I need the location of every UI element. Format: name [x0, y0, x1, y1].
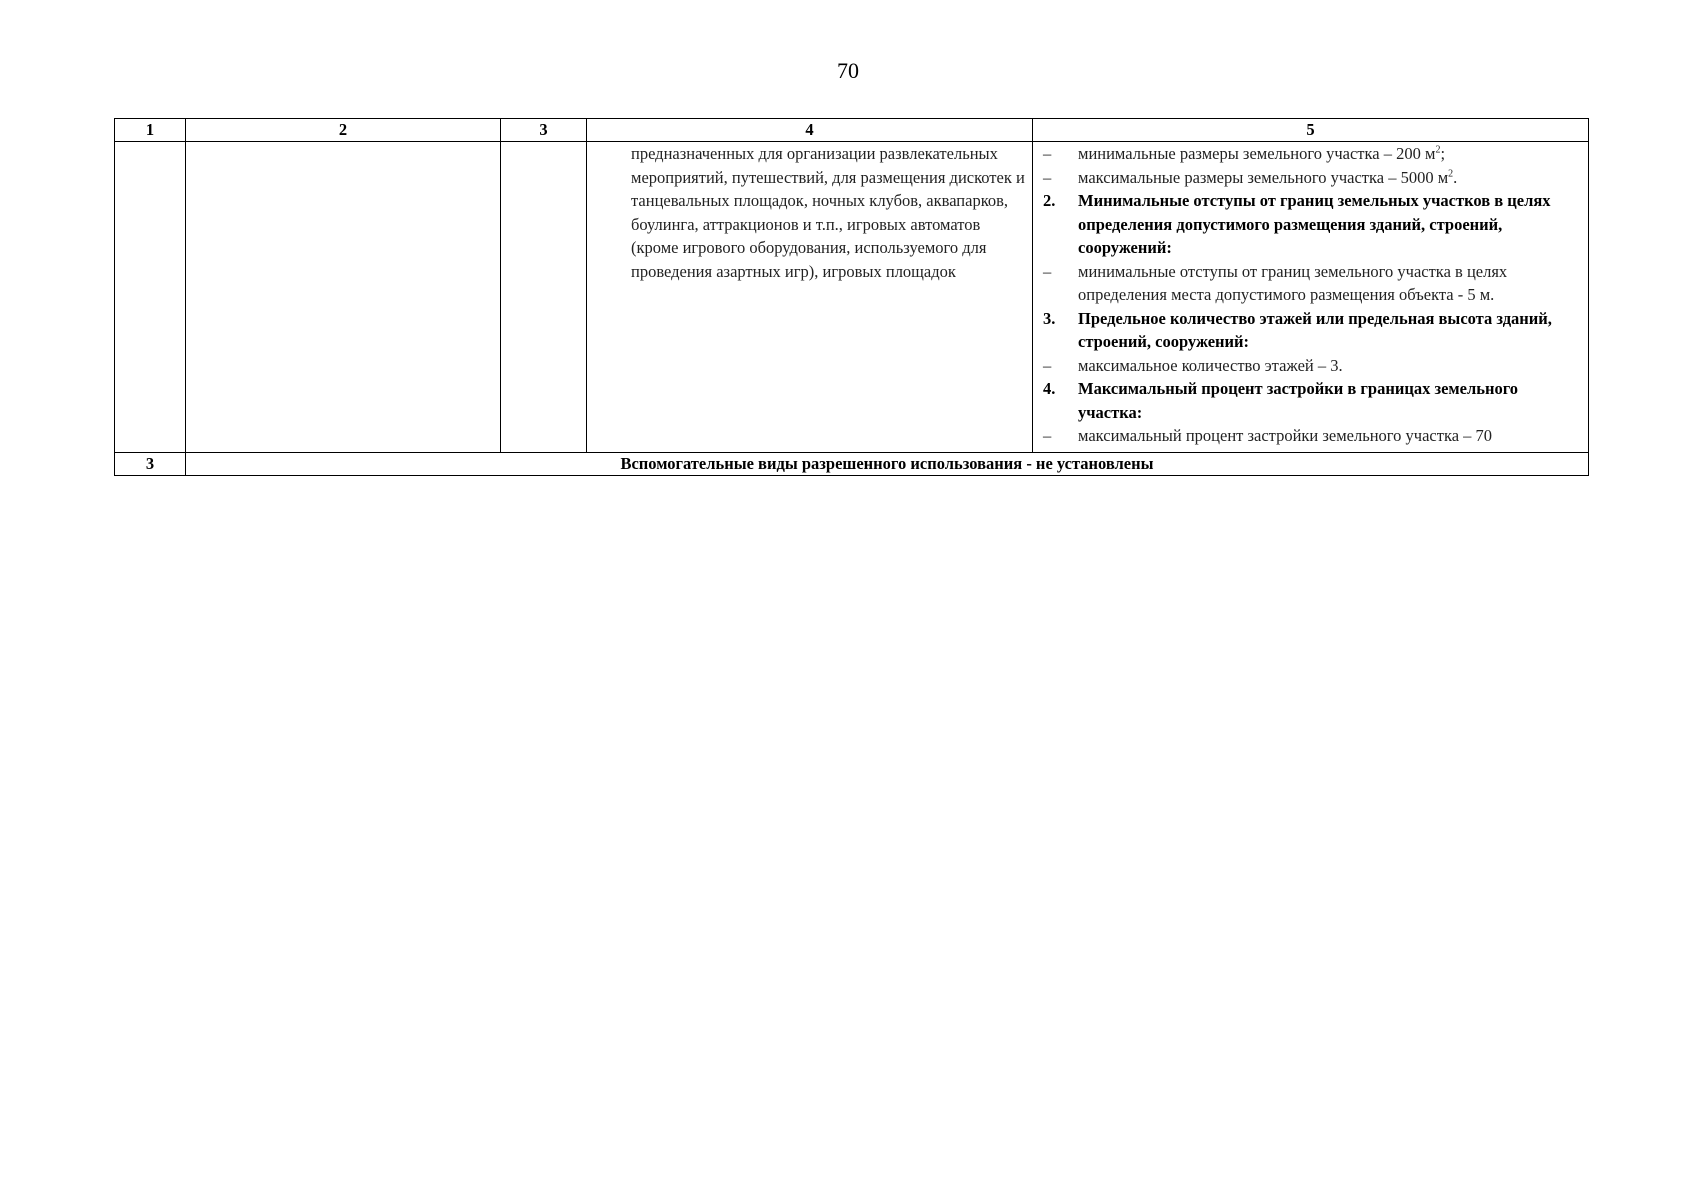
table-footer-row [115, 452, 1589, 475]
superscript: 2 [1435, 144, 1441, 156]
list-item [1043, 377, 1580, 424]
header-col-1: 1 [115, 119, 186, 142]
cell-col-3 [501, 142, 587, 453]
list-item-text: максимальный процент застройки земельного участка – 70 [1078, 426, 1493, 445]
list-item-text: Максимальный процент застройки в границах земельного участка: [1078, 379, 1519, 422]
regulations-table [114, 118, 1589, 476]
list-item [1043, 424, 1580, 448]
cell-col-1 [115, 142, 186, 453]
list-item-text: минимальные отступы от границ земельного участка в целях определения места допустимого размещения объекта - 5 м. [1078, 261, 1508, 304]
list-item-text: Предельное количество этажей или предельная высота зданий, строений, сооружений: [1078, 308, 1552, 351]
header-col-3: 3 [501, 119, 587, 142]
cell-col-4-description: предназначенных для организации развлекательных мероприятий, путешествий, для размещения дискотек и танцевальных площадок, ночных клубов, аквапарков, боулинга, аттракционов и т.п., игровых автоматов (кроме игрового оборудования, используемого для проведения азартных игр), игровых площадок [587, 142, 1033, 453]
list-item [1043, 260, 1580, 307]
cell-col-2 [186, 142, 501, 453]
list-marker: 4. [1043, 379, 1056, 398]
list-item [1043, 307, 1580, 354]
list-marker: – [1043, 261, 1052, 281]
table-row [115, 142, 1589, 453]
list-marker: – [1043, 144, 1052, 163]
header-col-5: 5 [1033, 119, 1589, 142]
list-marker: 3. [1043, 308, 1056, 328]
list-item [1043, 189, 1580, 260]
list-item [1043, 142, 1580, 166]
page-number: 70 [837, 58, 859, 83]
list-item-tail: . [1453, 167, 1458, 187]
table-header-row [115, 119, 1589, 142]
list-item-tail: ; [1440, 144, 1446, 163]
list-item-text: минимальные размеры земельного участка – 200 м [1078, 144, 1436, 163]
list-marker: – [1043, 426, 1052, 445]
header-col-2: 2 [186, 119, 501, 142]
footer-text: Вспомогательные виды разрешенного использования - не установлены [186, 452, 1589, 475]
list-item [1043, 166, 1580, 190]
cell-col-5-parameters [1033, 142, 1589, 453]
header-col-4: 4 [587, 119, 1033, 142]
list-marker: – [1043, 355, 1052, 375]
list-marker: – [1043, 167, 1052, 187]
list-item-text: максимальные размеры земельного участка – 5000 м [1078, 167, 1449, 187]
list-item [1043, 354, 1580, 378]
footer-number: 3 [115, 452, 186, 475]
superscript: 2 [1448, 168, 1454, 179]
list-item-text: Минимальные отступы от границ земельных участков в целях определения допустимого размещения зданий, строений, сооружений: [1078, 191, 1551, 257]
list-marker: 2. [1043, 191, 1056, 210]
list-item-text: максимальное количество этажей – 3. [1078, 355, 1343, 375]
